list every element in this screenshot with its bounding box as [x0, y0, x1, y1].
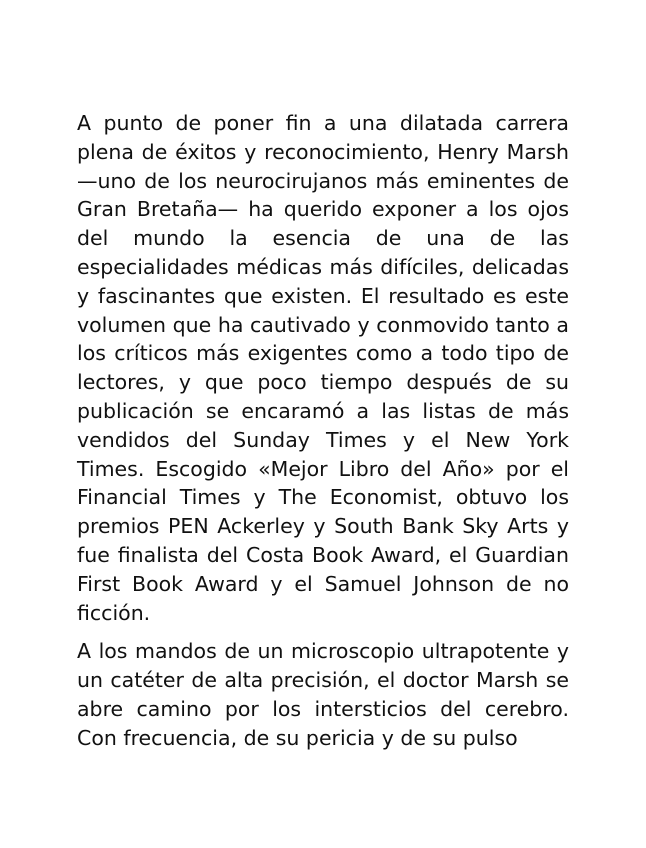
body-text [77, 109, 569, 763]
paragraph-2: A los mandos de un microscopio ultrapotente y un catéter de alta precisión, el doctor Marsh se abre camino por los intersticios del cerebro. Con frecuencia, de su pericia y de su pulso [77, 639, 569, 750]
paragraph-1: A punto de poner fin a una dilatada carrera plena de éxitos y reconocimiento, Henry Marsh —uno de los neurocirujanos más eminentes de Gran Bretaña— ha querido exponer a los ojos del mundo la esencia de una de las especialidades médicas más difíciles, delicadas y fascinantes que existen. El resultado es este volumen que ha cautivado y conmovido tanto a los críticos más exigentes como a todo tipo de lectores, y que poco tiempo después de su publicación se encaramó a las listas de más vendidos del Sunday Times y el New York Times. Escogido «Mejor Libro del Año» por el Financial Times y The Economist, obtuvo los premios PEN Ackerley y South Bank Sky Arts y fue finalista del Costa Book Award, el Guardian First Book Award y el Samuel Johnson de no ficción. [77, 111, 569, 625]
